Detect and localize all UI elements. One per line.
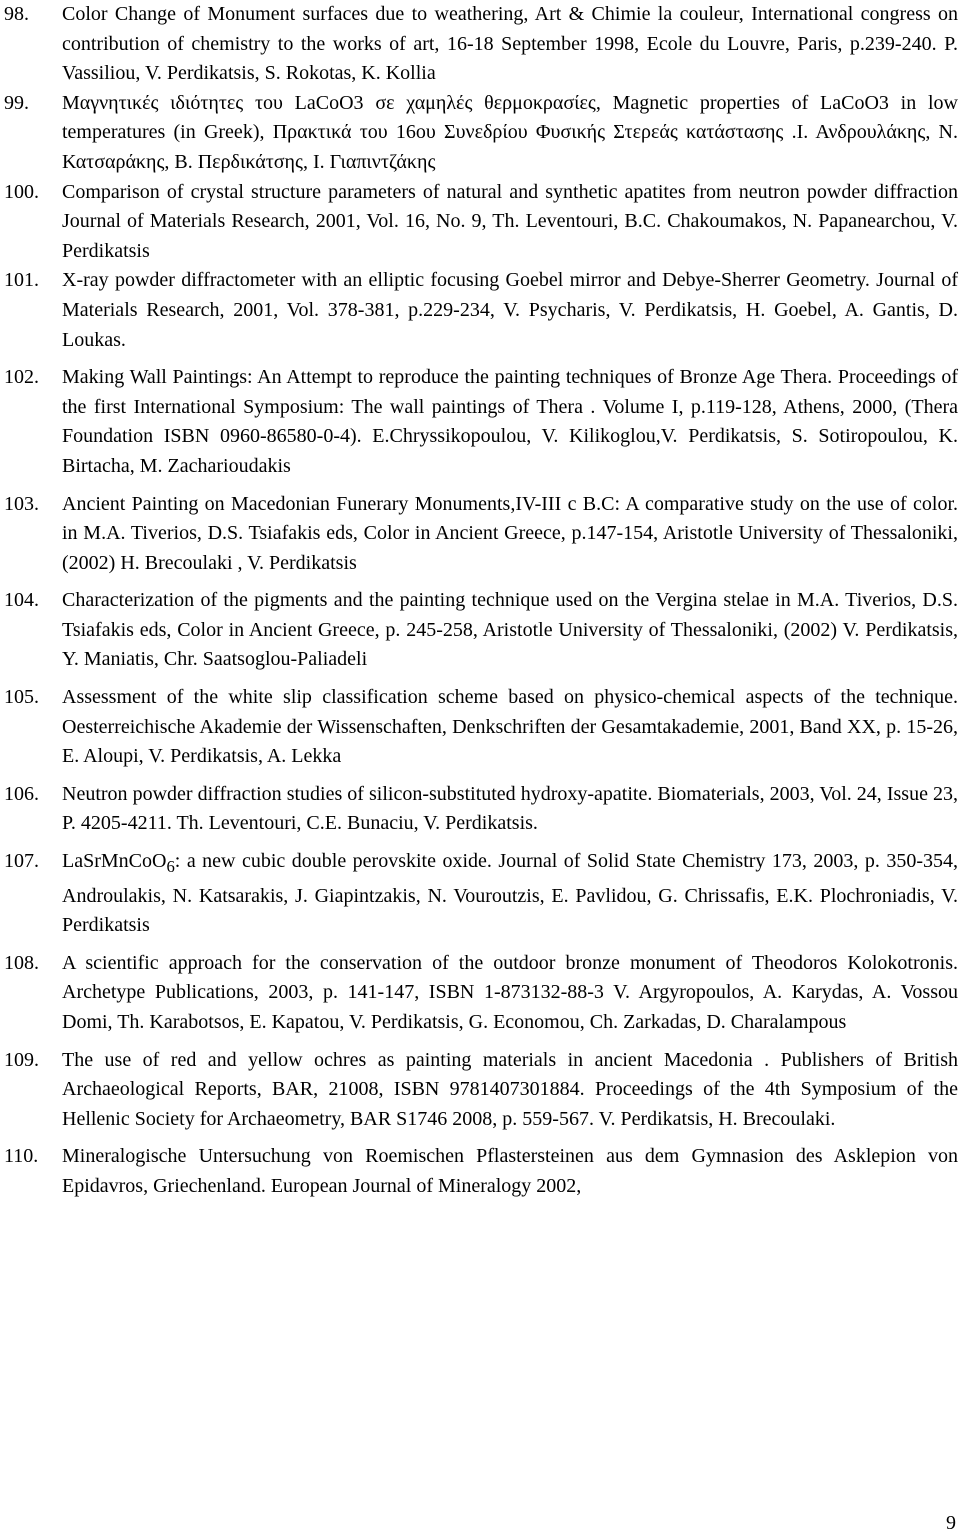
reference-number: 104.	[4, 589, 39, 612]
reference-text: Color Change of Monument surfaces due to weathering, Art & Chimie la couleur, International congress on contribution of chemistry to the works of art, 16-18 September 1998, Ecole du Louvre, Paris, p.239-240. P. Vassiliou, V. Perdikatsis, S. Rokotas, K. Kollia	[62, 3, 958, 85]
reference-text: Ancient Painting on Macedonian Funerary Monuments,IV-III c B.C: A comparative study on the use of color. in M.A. Tiverios, D.S. Tsiafakis eds, Color in Ancient Greece, p.147-154, Aristotle University of Thessaloniki, (2002) H. Brecoulaki , V. Perdikatsis	[62, 492, 958, 574]
reference-text: Neutron powder diffraction studies of silicon-substituted hydroxy-apatite. Biomaterials, 2003, Vol. 24, Issue 23, P. 4205-4211. Th. Leventouri, C.E. Bunaciu, V. Perdikatsis.	[62, 782, 958, 835]
page-number: 9	[946, 1512, 956, 1534]
reference-number: 105.	[4, 686, 39, 709]
reference-number: 101.	[4, 269, 39, 292]
reference-item-109	[4, 1046, 958, 1135]
reference-number: 107.	[4, 850, 39, 873]
reference-item-101	[4, 266, 958, 355]
reference-number: 102.	[4, 366, 39, 389]
reference-list	[4, 0, 958, 1202]
reference-number: 98.	[4, 3, 29, 25]
reference-text: Mineralogische Untersuchung von Roemischen Pflastersteinen aus dem Gymnasion des Asklepion von Epidavros, Griechenland. European Journal of Mineralogy 2002,	[62, 1145, 958, 1197]
reference-text-rest: : a new cubic double perovskite oxide. Journal of Solid State Chemistry 173, 2003, p. 350-354, Androulakis, N. Katsarakis, J. Giapintzakis, N. Vouroutzis, E. Pavlidou, G. Chrissafis, E.K. Plochroniadis, V. Perdikatsis	[62, 850, 958, 937]
formula-subscript: 6	[166, 857, 175, 877]
reference-item-104	[4, 586, 958, 675]
reference-text: The use of red and yellow ochres as painting materials in ancient Macedonia . Publishers of British Archaeological Reports, BAR, 21008, ISBN 9781407301884. Proceedings of the 4th Symposium of the Hellenic Society for Archaeometry, BAR S1746 2008, p. 559-567. V. Perdikatsis, H. Brecoulaki.	[62, 1048, 958, 1130]
reference-text: Characterization of the pigments and the painting technique used on the Vergina stelae in M.A. Tiverios, D.S. Tsiafakis eds, Color in Ancient Greece, p. 245-258, Aristotle University of Thessaloniki, (2002) V. Perdikatsis, Y. Maniatis, Chr. Saatsoglou-Paliadeli	[62, 589, 958, 671]
reference-text: X-ray powder diffractometer with an elliptic focusing Goebel mirror and Debye-Sherrer Geometry. Journal of Materials Research, 2001, Vol. 378-381, p.229-234, V. Psycharis, V. Perdikatsis, H. Goebel, A. Gantis, D. Loukas.	[62, 269, 958, 351]
reference-text: Assessment of the white slip classification scheme based on physico-chemical aspects of the technique. Oesterreichische Akademie der Wissenschaften, Denkschriften der Gesamtakademie, 2001, Band XX, p. 15-26, E. Aloupi, V. Perdikatsis, A. Lekka	[62, 686, 958, 768]
reference-item-98	[4, 0, 958, 89]
formula-base: LaSrMnCoO	[62, 850, 167, 873]
reference-number: 99.	[4, 91, 29, 114]
reference-item-103	[4, 490, 958, 579]
reference-number: 106.	[4, 782, 39, 805]
reference-text: Making Wall Paintings: An Attempt to reproduce the painting techniques of Bronze Age Thera. Proceedings of the first International Symposium: The wall paintings of Thera . Volume I, p.119-128, Athens, 2000, (Thera Foundation ISBN 0960-86580-0-4). E.Chryssikopoulou, V. Kilikoglou,V. Perdikatsis, S. Sotiropoulou, K. Birtacha, M. Zacharioudakis	[62, 366, 958, 477]
reference-item-99	[4, 89, 958, 178]
reference-item-106	[4, 780, 958, 839]
reference-number: 103.	[4, 492, 39, 515]
reference-item-102	[4, 363, 958, 481]
reference-number: 110.	[4, 1145, 39, 1168]
reference-text: Comparison of crystal structure parameters of natural and synthetic apatites from neutron powder diffraction Journal of Materials Research, 2001, Vol. 16, No. 9, Th. Leventouri, B.C. Chakoumakos, N. Papanearchou, V. Perdikatsis	[62, 180, 958, 262]
reference-text: A scientific approach for the conservation of the outdoor bronze monument of Theodoros Kolokotronis. Archetype Publications, 2003, p. 141-147, ISBN 1-873132-88-3 V. Argyropoulos, A. Karydas, A. Vossou Domi, Th. Karabotsos, E. Kapatou, V. Perdikatsis, G. Economou, Ch. Zarkadas, D. Charalampous	[62, 951, 958, 1033]
reference-item-108	[4, 949, 958, 1038]
reference-item-105	[4, 683, 958, 772]
reference-item-100	[4, 178, 958, 267]
reference-number: 100.	[4, 180, 39, 203]
reference-number: 109.	[4, 1048, 39, 1071]
reference-item-110	[4, 1142, 958, 1201]
reference-number: 108.	[4, 951, 39, 974]
reference-item-107	[4, 847, 958, 941]
reference-text	[62, 847, 958, 941]
reference-text: Μαγνητικές ιδιότητες του LaCoO3 σε χαμηλές θερμοκρασίες, Magnetic properties of LaCoO3 in low temperatures (in Greek), Πρακτικά του 16ου Συνεδρίου Φυσικής Στερεάς κατάστασης .Ι. Ανδρουλάκης, Ν. Κατσαράκης, Β. Περδικάτσης, Ι. Γιαπιντζάκης	[62, 91, 958, 173]
